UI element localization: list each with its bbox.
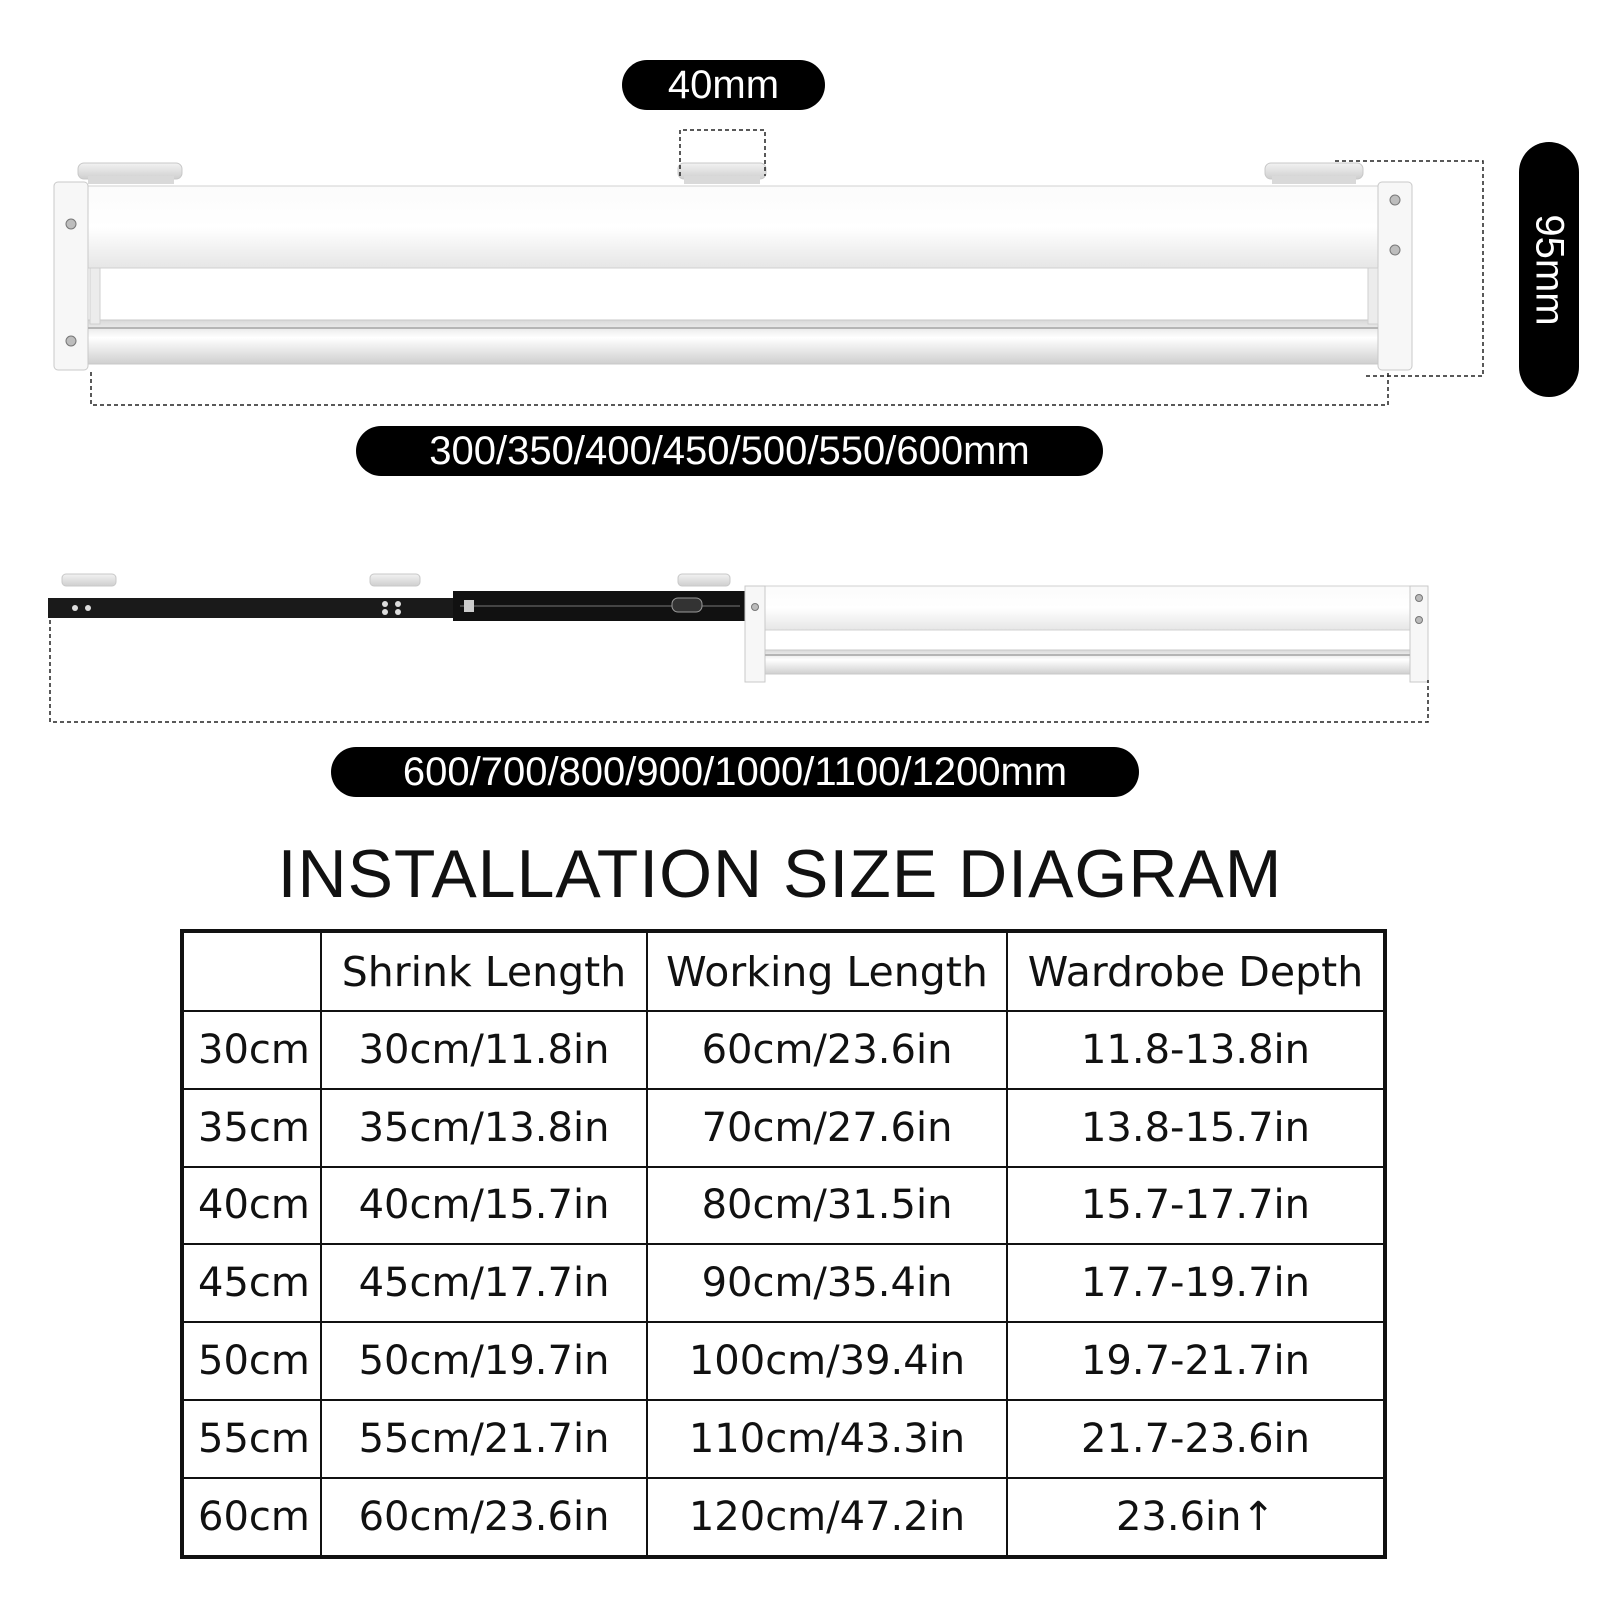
- row-label: 55cm: [182, 1400, 321, 1478]
- rail-body: [745, 586, 1410, 630]
- table-cell: 100cm/39.4in: [647, 1322, 1007, 1400]
- header-cell: Shrink Length: [321, 931, 647, 1011]
- rod-support: [90, 268, 100, 324]
- table-header-row: [182, 931, 1385, 1011]
- table-row: [182, 1478, 1385, 1557]
- table-cell: 50cm/19.7in: [321, 1322, 647, 1400]
- table-cell: 13.8-15.7in: [1007, 1089, 1385, 1167]
- top-width-label: 40mm: [622, 60, 825, 110]
- mounting-pad: [684, 176, 760, 184]
- table-cell: 110cm/43.3in: [647, 1400, 1007, 1478]
- table-cell: 35cm/13.8in: [321, 1089, 647, 1167]
- header-cell: [182, 931, 321, 1011]
- table-cell: 90cm/35.4in: [647, 1244, 1007, 1322]
- hanging-rod: [88, 320, 1378, 364]
- mounting-pad: [62, 574, 116, 586]
- table-cell: 15.7-17.7in: [1007, 1167, 1385, 1245]
- rail-body: [80, 186, 1380, 268]
- table-row: [182, 1089, 1385, 1167]
- mounting-pad: [678, 574, 730, 586]
- table-cell: 45cm/17.7in: [321, 1244, 647, 1322]
- row-label: 45cm: [182, 1244, 321, 1322]
- table-row: [182, 1400, 1385, 1478]
- size-table: [180, 929, 1387, 1559]
- row-label: 60cm: [182, 1478, 321, 1557]
- table-cell: 70cm/27.6in: [647, 1089, 1007, 1167]
- screw: [1390, 245, 1400, 255]
- table-cell: 17.7-19.7in: [1007, 1244, 1385, 1322]
- table-cell: 23.6in↑: [1007, 1478, 1385, 1557]
- rod-support: [1368, 268, 1378, 324]
- table-cell: 60cm/23.6in: [647, 1011, 1007, 1089]
- row-label: 40cm: [182, 1167, 321, 1245]
- shrink-length-label: 300/350/400/450/500/550/600mm: [356, 426, 1103, 476]
- retracted-rack: [54, 130, 1483, 405]
- end-bracket: [745, 586, 765, 682]
- table-cell: 11.8-13.8in: [1007, 1011, 1385, 1089]
- table-row: [182, 1011, 1385, 1089]
- table-cell: 80cm/31.5in: [647, 1167, 1007, 1245]
- row-label: 30cm: [182, 1011, 321, 1089]
- table-cell: 21.7-23.6in: [1007, 1400, 1385, 1478]
- screw: [1416, 595, 1423, 602]
- screw: [66, 219, 76, 229]
- table-row: [182, 1322, 1385, 1400]
- table-row: [182, 1167, 1385, 1245]
- table-cell: 55cm/21.7in: [321, 1400, 647, 1478]
- working-length-label: 600/700/800/900/1000/1100/1200mm: [331, 747, 1139, 797]
- table-row: [182, 1244, 1385, 1322]
- row-label: 35cm: [182, 1089, 321, 1167]
- height-label-text: 95mm: [1527, 213, 1572, 326]
- extended-rack: [48, 574, 1428, 722]
- height-label: [1519, 142, 1579, 397]
- slide-track: [48, 598, 456, 618]
- screw: [752, 604, 759, 611]
- end-bracket: [1378, 182, 1412, 370]
- table-cell: 60cm/23.6in: [321, 1478, 647, 1557]
- mounting-pad: [1272, 176, 1356, 184]
- header-cell: Working Length: [647, 931, 1007, 1011]
- mounting-pad: [370, 574, 420, 586]
- screw: [1416, 617, 1423, 624]
- table-cell: 40cm/15.7in: [321, 1167, 647, 1245]
- screw: [66, 336, 76, 346]
- mounting-pad: [88, 176, 174, 184]
- hanging-rod: [765, 650, 1410, 674]
- screw: [1390, 195, 1400, 205]
- table-cell: 30cm/11.8in: [321, 1011, 647, 1089]
- header-cell: Wardrobe Depth: [1007, 931, 1385, 1011]
- row-label: 50cm: [182, 1322, 321, 1400]
- table-cell: 120cm/47.2in: [647, 1478, 1007, 1557]
- page-title: INSTALLATION SIZE DIAGRAM: [277, 836, 1283, 912]
- length-guide: [91, 372, 1388, 405]
- table-cell: 19.7-21.7in: [1007, 1322, 1385, 1400]
